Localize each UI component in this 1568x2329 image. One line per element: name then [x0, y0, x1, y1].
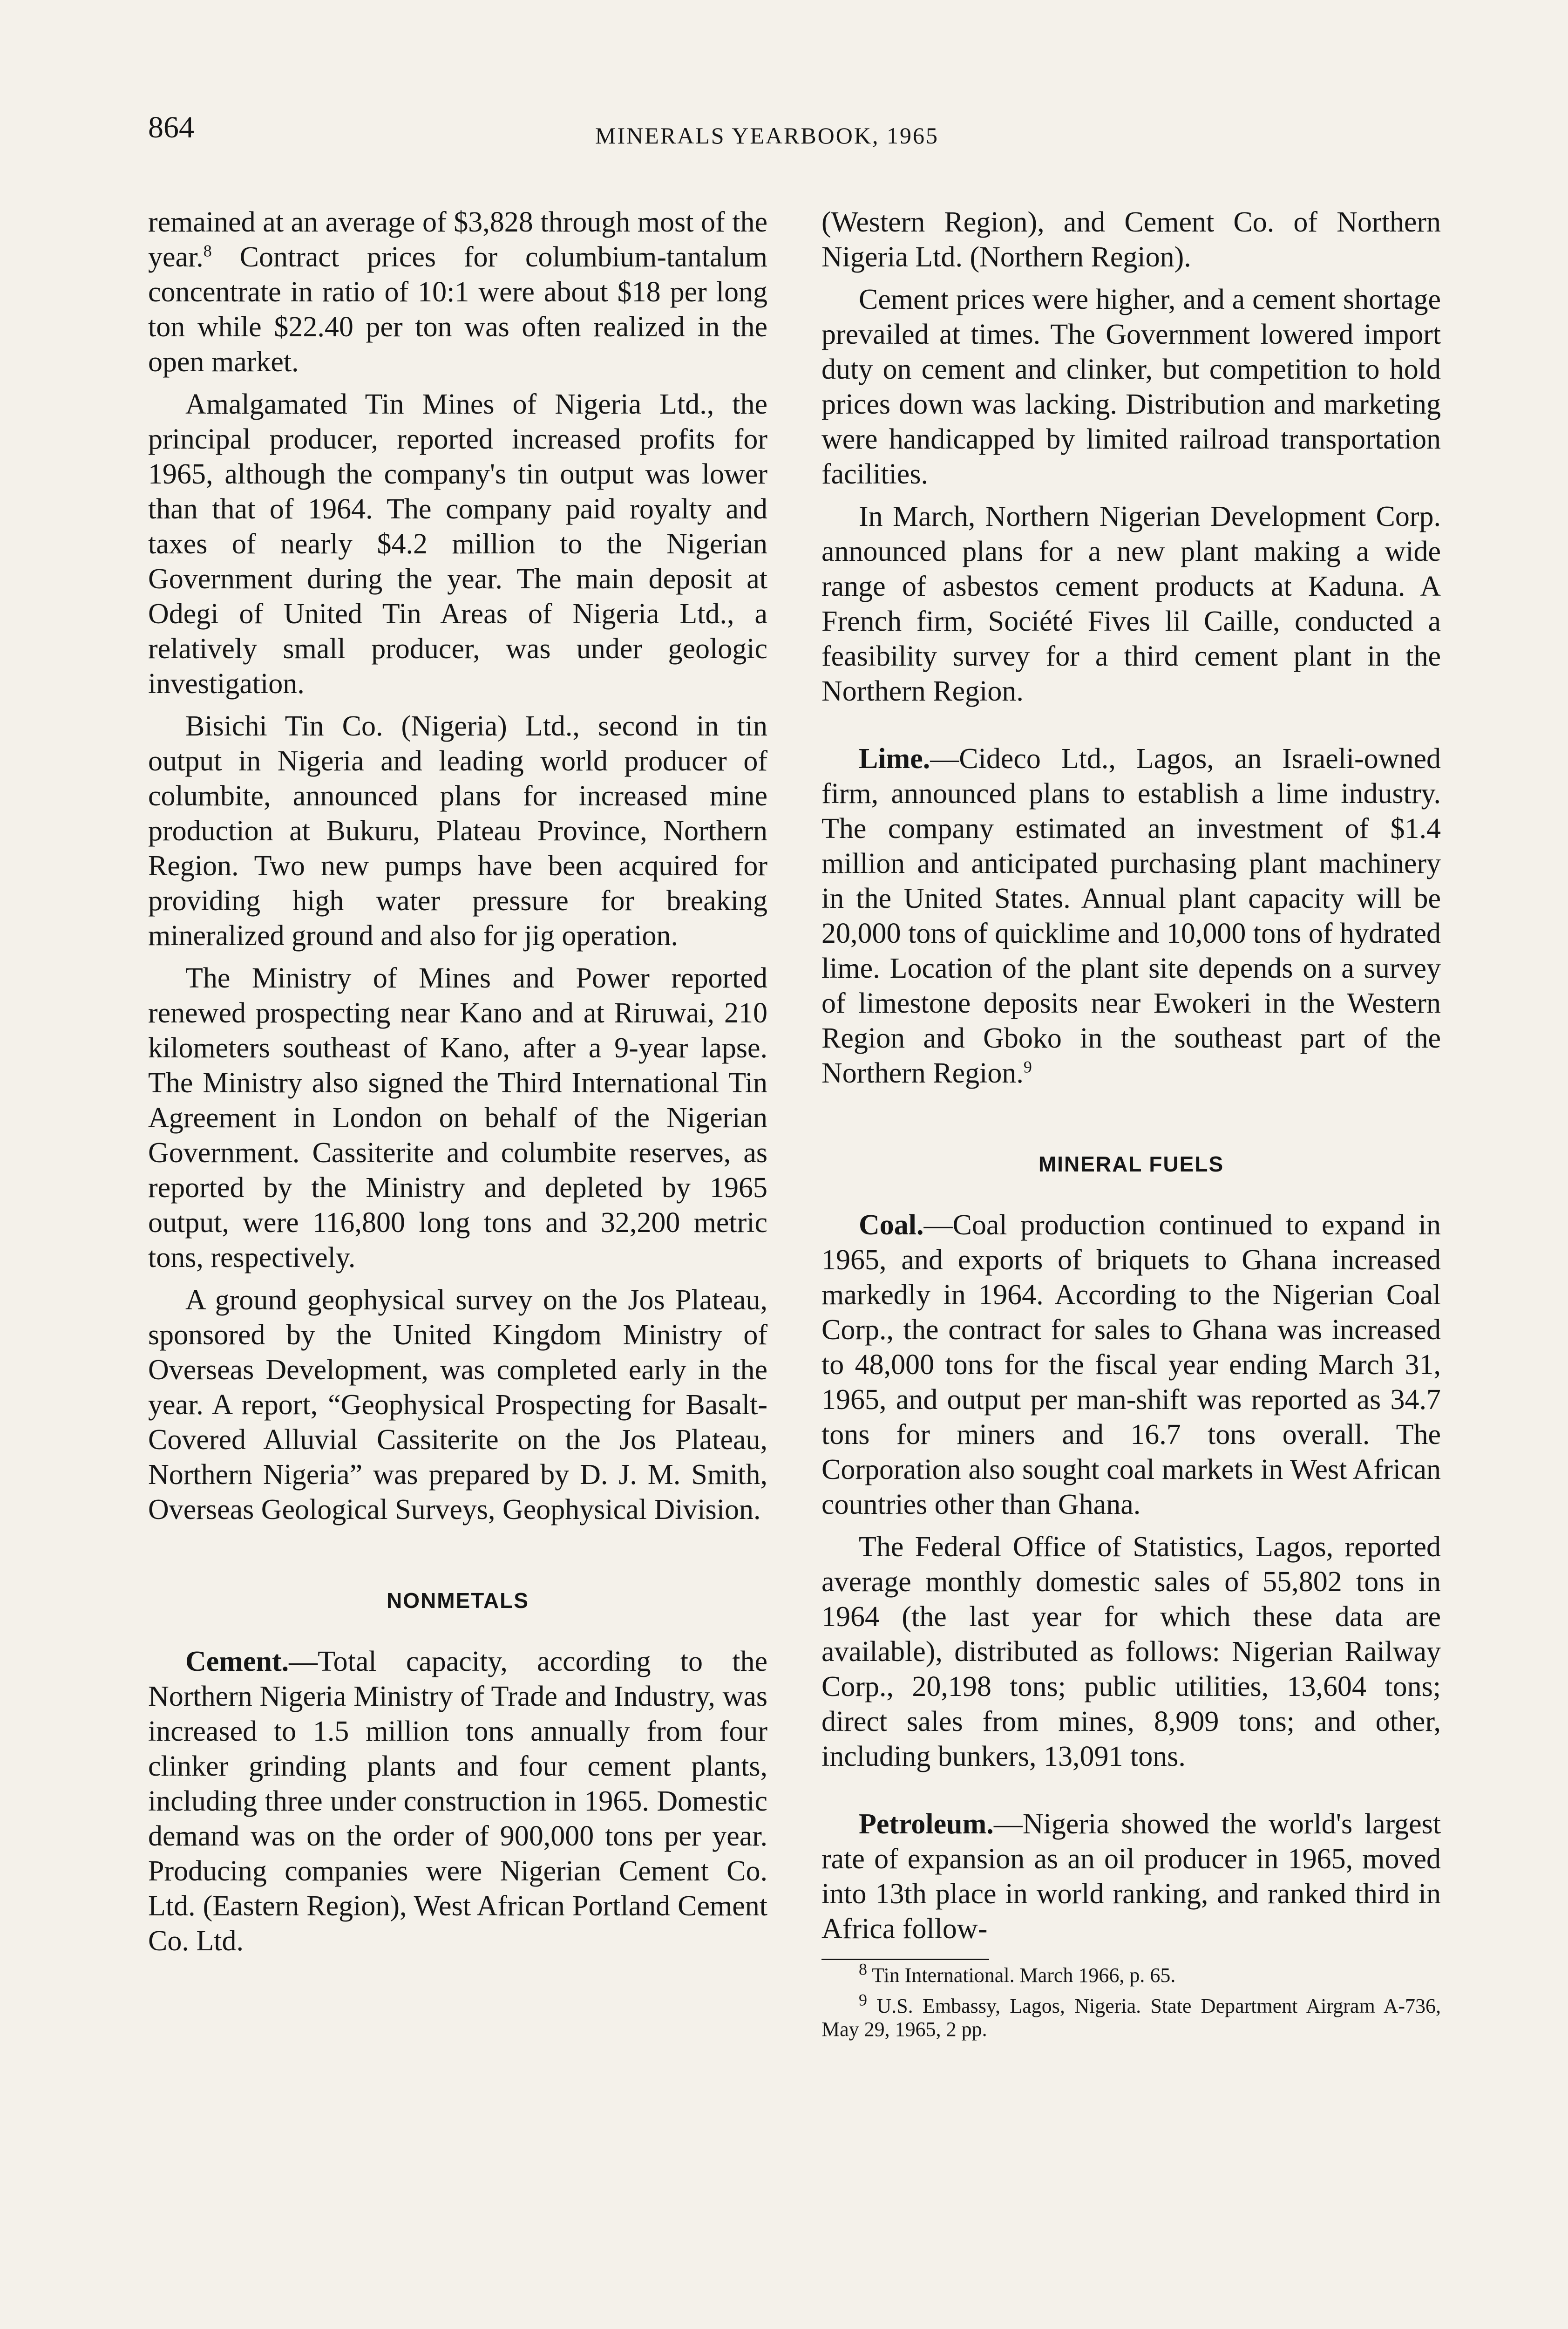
run-in-heading: Coal.: [859, 1209, 924, 1241]
running-title: MINERALS YEARBOOK, 1965: [595, 123, 939, 149]
paragraph: A ground geophysical survey on the Jos Plateau, sponsored by the United Kingdom Ministry of Overseas Development, was completed early in the year. A report, “Geophysical Prospecting for Basalt-Covered Alluvial Cassiterite on the Jos Plateau, Northern Nigeria” was prepared by D. J. M. Smith, Overseas Geological Surveys, Geophysical Division.: [148, 1284, 767, 1525]
left-column: [148, 205, 767, 1966]
footnote-rule: [821, 1959, 989, 1960]
paragraph: remained at an average of $3,828 through most of the year.$^8$ Contract prices for columbium-tantalum concentrate in ratio of 10:1 were about $18 per long ton while $22.40 per ton was often realized in the open market.: [148, 206, 767, 378]
paragraph-cement: Cement.—Total capacity, according to the Northern Nigeria Ministry of Trade and Industry, was increased to 1.5 million tons annually from four clinker grinding plants and four cement plants, including three under construction in 1965. Domestic demand was on the order of 900,000 tons per year. Producing companies were Nigerian Cement Co. Ltd. (Eastern Region), West African Portland Cement Co. Ltd.: [148, 1646, 767, 1957]
section-heading-mineral-fuels: MINERAL FUELS: [1038, 1152, 1224, 1176]
run-in-heading: Petroleum.: [859, 1808, 994, 1840]
paragraph: In March, Northern Nigerian Development Corp. announced plans for a new plant making a wide range of asbestos cement products at Kaduna. A French firm, Société Fives lil Caille, conducted a feasibility survey for a third cement plant in the Northern Region.: [821, 501, 1441, 707]
paragraph-lime: Lime.—Cideco Ltd., Lagos, an Israeli-owned firm, announced plans to establish a lime industry. The company estimated an investment of $1.4 million and anticipated purchasing plant machinery in the United States. Annual plant capacity will be 20,000 tons of quicklime and 10,000 tons of hydrated lime. Location of the plant site depends on a survey of limestone deposits near Ewokeri in the Western Region and Gboko in the southeast part of the Northern Region.$^9$: [821, 743, 1441, 1089]
footnotes: [821, 1960, 1441, 2041]
paragraph: The Ministry of Mines and Power reported renewed prospecting near Kano and at Riruwai, 210 kilometers southeast of Kano, after a 9-year lapse. The Ministry also signed the Third International Tin Agreement in London on behalf of the Nigerian Government. Cassiterite and columbite reserves, as reported by the Ministry and depleted by 1965 output, were 116,800 long tons and 32,200 metric tons, respectively.: [148, 962, 767, 1273]
paragraph: (Western Region), and Cement Co. of Northern Nigeria Ltd. (Northern Region).: [821, 206, 1441, 273]
right-column: [821, 205, 1441, 2049]
section-heading-nonmetals: NONMETALS: [387, 1588, 529, 1613]
run-in-heading: Cement.: [185, 1646, 289, 1677]
run-in-heading: Lime.: [859, 743, 930, 775]
footnote: $^9$ U.S. Embassy, Lagos, Nigeria. State Department Airgram A-736, May 29, 1965, 2 pp.: [821, 1990, 1441, 2041]
paragraph: Bisichi Tin Co. (Nigeria) Ltd., second in tin output in Nigeria and leading world producer of columbite, announced plans for increased mine production at Bukuru, Plateau Province, Northern Region. Two new pumps have been acquired for providing high water pressure for breaking mineralized ground and also for jig operation.: [148, 710, 767, 952]
paragraph-petroleum: Petroleum.—Nigeria showed the world's largest rate of expansion as an oil producer in 1965, moved into 13th place in world ranking, and ranked third in Africa follow-: [821, 1808, 1441, 1945]
paragraph: Amalgamated Tin Mines of Nigeria Ltd., the principal producer, reported increased profits for 1965, although the company's tin output was lower than that of 1964. The company paid royalty and taxes of nearly $4.2 million to the Nigerian Government during the year. The main deposit at Odegi of United Tin Areas of Nigeria Ltd., a relatively small producer, was under geologic investigation.: [148, 388, 767, 700]
paragraph: Cement prices were higher, and a cement shortage prevailed at times. The Government lowered import duty on cement and clinker, but competition to hold prices down was lacking. Distribution and marketing were handicapped by limited railroad transportation facilities.: [821, 284, 1441, 490]
paragraph: The Federal Office of Statistics, Lagos, reported average monthly domestic sales of 55,802 tons in 1964 (the last year for which these data are available), distributed as follows: Nigerian Railway Corp., 20,198 tons; public utilities, 13,604 tons; direct sales from mines, 8,909 tons; and other, including bunkers, 13,091 tons.: [821, 1531, 1441, 1772]
footnote-ref-8: 8: [203, 241, 212, 260]
paragraph-coal: Coal.—Coal production continued to expand in 1965, and exports of briquets to Ghana increased markedly in 1964. According to the Nigerian Coal Corp., the contract for sales to Ghana was increased to 48,000 tons for the fiscal year ending March 31, 1965, and output per man-shift was reported as 34.7 tons for miners and 16.7 tons overall. The Corporation also sought coal markets in West African countries other than Ghana.: [821, 1209, 1441, 1520]
page-number: 864: [148, 110, 194, 144]
footnote: $^8$ Tin International. March 1966, p. 65.: [859, 1960, 1176, 1987]
footnote-ref-9: 9: [1023, 1057, 1032, 1076]
